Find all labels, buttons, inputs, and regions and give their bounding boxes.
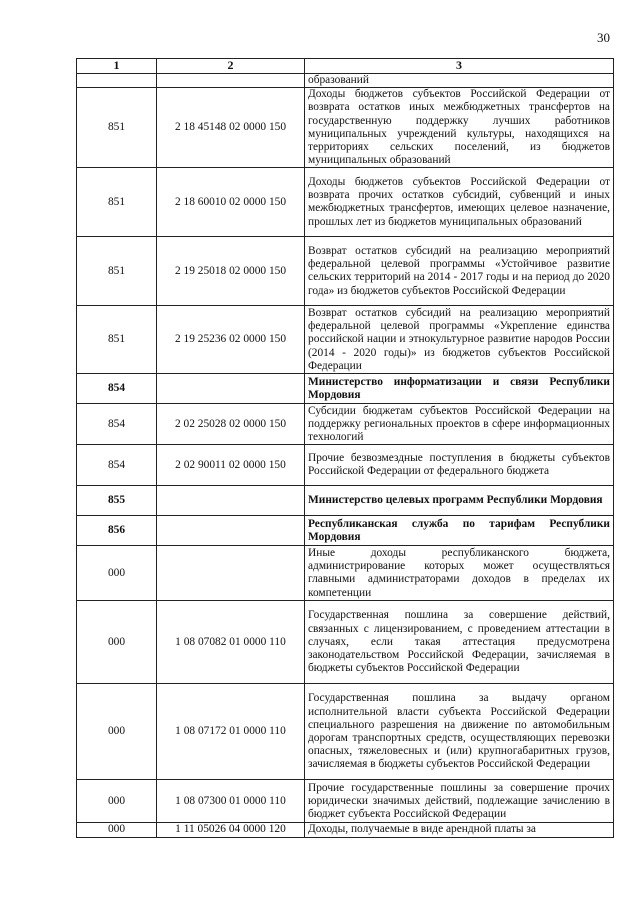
admin-code-cell: 000 (77, 684, 157, 780)
revenue-name-cell: Прочие государственные пошлины за совершение прочих юридически значимых действий, подлежащие зачислению в бюджет субъекта Российской Федерации (305, 780, 614, 823)
table-row (77, 88, 614, 168)
header-col-3: 3 (305, 59, 614, 74)
admin-code-cell: 851 (77, 168, 157, 237)
revenue-name-cell: Иные доходы республиканского бюджета, администрирование которых может осуществляться главными администраторами доходов в пределах их компетенции (305, 546, 614, 601)
revenue-code-table (76, 58, 614, 838)
revenue-name-cell: Государственная пошлина за выдачу органом исполнительной власти субъекта Российской Федерации специального разрешения на движение по автомобильным дорогам транспортных средств, осуществляющих перевозки опасных, тяжеловесных и (или) крупногабаритных грузов, зачисляемая в бюджеты субъектов Российской Федерации (305, 684, 614, 780)
admin-code-cell: 856 (77, 516, 157, 546)
table-row (77, 486, 614, 516)
revenue-code-cell (157, 74, 305, 88)
revenue-name-cell: Министерство информатизации и связи Республики Мордовия (305, 374, 614, 404)
table-row (77, 74, 614, 88)
table-row (77, 516, 614, 546)
admin-code-cell: 851 (77, 237, 157, 306)
table-row (77, 546, 614, 601)
revenue-code-cell: 1 11 05026 04 0000 120 (157, 823, 305, 837)
page-number: 30 (597, 30, 610, 45)
revenue-name-cell: Прочие безвозмездные поступления в бюджеты субъектов Российской Федерации от федерального бюджета (305, 445, 614, 486)
revenue-code-cell: 2 02 25028 02 0000 150 (157, 404, 305, 445)
table-row (77, 374, 614, 404)
admin-code-cell: 851 (77, 306, 157, 374)
table-header-row (77, 59, 614, 74)
revenue-name-cell: Доходы, получаемые в виде арендной платы за (305, 823, 614, 837)
revenue-name-cell: образований (305, 74, 614, 88)
header-col-1: 1 (77, 59, 157, 74)
revenue-name-cell: Возврат остатков субсидий на реализацию мероприятий федеральной целевой программы «Устойчивое развитие сельских территорий на 2014 - 2017 годы и на период до 2020 года» из бюджетов субъектов Российской Федерации (305, 237, 614, 306)
revenue-code-cell (157, 486, 305, 516)
admin-code-cell: 000 (77, 780, 157, 823)
table-row (77, 237, 614, 306)
revenue-name-cell: Министерство целевых программ Республики Мордовия (305, 486, 614, 516)
admin-code-cell: 854 (77, 374, 157, 404)
admin-code-cell: 854 (77, 445, 157, 486)
revenue-name-cell: Государственная пошлина за совершение действий, связанных с лицензированием, с проведением аттестации в случаях, если такая аттестация предусмотрена законодательством Российской Федерации, зачисляемая в бюджеты субъектов Российской Федерации (305, 601, 614, 684)
table-row (77, 601, 614, 684)
revenue-name-cell: Доходы бюджетов субъектов Российской Федерации от возврата остатков иных межбюджетных трансфертов на государственную поддержку лучших работников муниципальных учреждений культуры, находящихся на территориях сельских поселений, из бюджетов муниципальных образований (305, 88, 614, 168)
revenue-code-cell (157, 374, 305, 404)
revenue-code-cell: 2 02 90011 02 0000 150 (157, 445, 305, 486)
revenue-code-cell: 2 19 25236 02 0000 150 (157, 306, 305, 374)
table-row (77, 823, 614, 837)
admin-code-cell: 000 (77, 546, 157, 601)
revenue-code-cell: 2 19 25018 02 0000 150 (157, 237, 305, 306)
revenue-name-cell: Субсидии бюджетам субъектов Российской Федерации на поддержку региональных проектов в сфере информационных технологий (305, 404, 614, 445)
admin-code-cell: 855 (77, 486, 157, 516)
revenue-name-cell: Республиканская служба по тарифам Республики Мордовия (305, 516, 614, 546)
table-row (77, 306, 614, 374)
revenue-code-cell: 1 08 07300 01 0000 110 (157, 780, 305, 823)
revenue-name-cell: Возврат остатков субсидий на реализацию мероприятий федеральной целевой программы «Укрепление единства российской нации и этнокультурное развитие народов России (2014 - 2020 годы)» из бюджетов субъектов Российской Федерации (305, 306, 614, 374)
revenue-code-cell: 2 18 60010 02 0000 150 (157, 168, 305, 237)
revenue-code-cell (157, 516, 305, 546)
admin-code-cell: 851 (77, 88, 157, 168)
admin-code-cell: 000 (77, 823, 157, 837)
table-row (77, 780, 614, 823)
header-col-2: 2 (157, 59, 305, 74)
revenue-code-cell: 1 08 07172 01 0000 110 (157, 684, 305, 780)
table-row (77, 445, 614, 486)
revenue-code-cell (157, 546, 305, 601)
revenue-name-cell: Доходы бюджетов субъектов Российской Федерации от возврата прочих остатков субсидий, субвенций и иных межбюджетных трансфертов, имеющих целевое назначение, прошлых лет из бюджетов муниципальных образований (305, 168, 614, 237)
revenue-code-cell: 2 18 45148 02 0000 150 (157, 88, 305, 168)
admin-code-cell: 854 (77, 404, 157, 445)
table-row (77, 168, 614, 237)
admin-code-cell: 000 (77, 601, 157, 684)
table-row (77, 404, 614, 445)
admin-code-cell (77, 74, 157, 88)
revenue-code-cell: 1 08 07082 01 0000 110 (157, 601, 305, 684)
table-row (77, 684, 614, 780)
